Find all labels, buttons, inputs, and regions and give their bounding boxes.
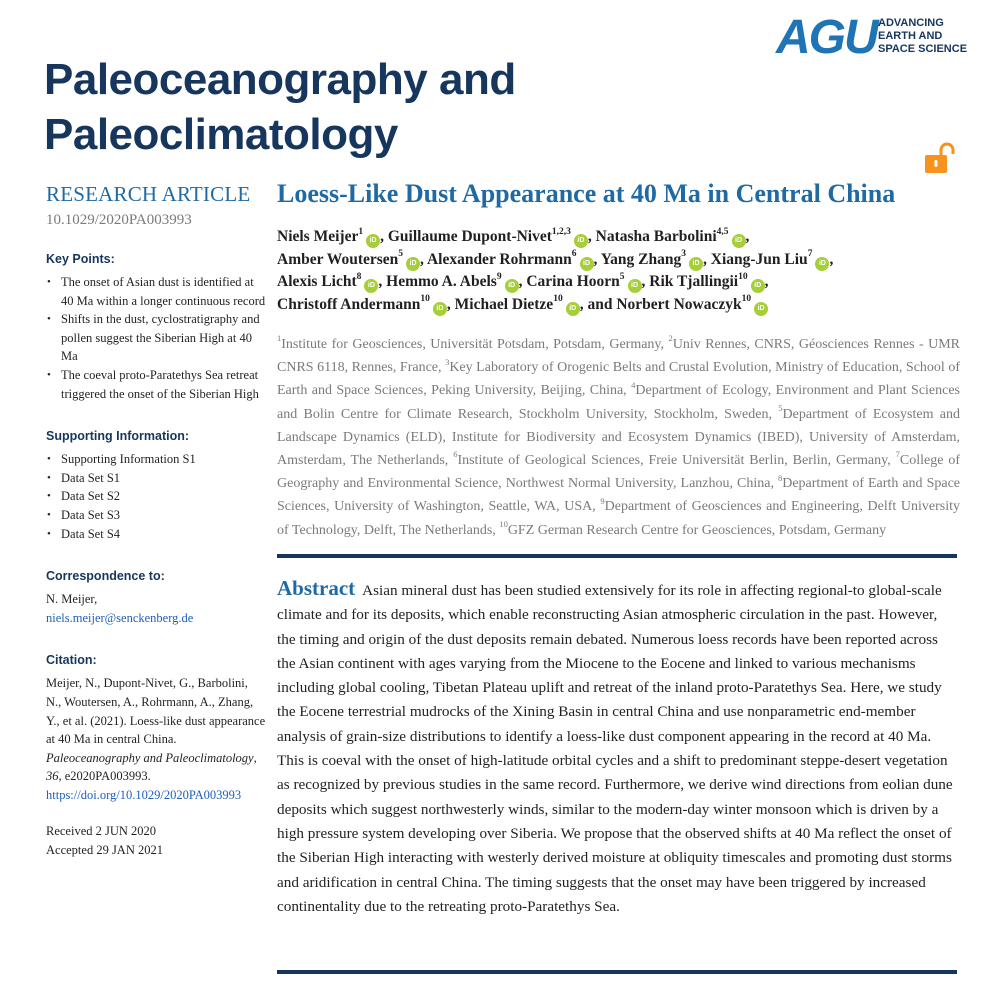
affiliation-text: Department of Geosciences and Engineering, Delft University of Technology, Delft, The Netherlands, [277,499,960,538]
orcid-icon[interactable]: iD [689,257,703,271]
orcid-icon[interactable]: iD [574,234,588,248]
author-affiliation-number: 8 [356,271,362,282]
author-affiliation-number: 3 [681,249,687,260]
correspondence-name: N. Meijer, [46,592,98,607]
supporting-info-heading: Supporting Information: [46,429,190,444]
affiliation-number: 5 [778,402,783,413]
author-name[interactable]: Michael Dietze [454,295,554,313]
author-separator: , [703,250,711,268]
abstract-text: Asian mineral dust has been studied extensively for its role in affecting regional-to global-scale climate and for its deposits, which enable reconstructing Asian atmospheric circulation in the past. However, the timing and origin of the dust deposits remain debated. Numerous loess records have been reported across the Asian continent with ages varying from the Miocene to the Eocene and linked to various mechanisms including global cooling, Tibetan Plateau uplift and retreat of the inland proto-Paratethys Sea. Here, we study the Eocene terrestrial mudrocks of the Xining Basin in central China and use nonparametric end-member analysis of grain-size distributions to identify a loess-like dust component appearing in the record at 40 Ma. This is coeval with the onset of high-latitude orbital cycles and a shift to predominant steppe-desert vegetation as recognized by previous studies in the same record. Furthermore, we derive wind directions from eolian dune deposits which suggest northwesterly winds, similar to the modern-day winter monsoon which is driven by a high pressure system developing over Siberia. We propose that the observed shifts at 40 Ma reflect the onset of the Siberian High interacting with westerly derived moisture at obliquity timescales and promoting dust storms and aridification in central China. The timing suggests that the onset may have been triggered by increased continentality due to the retreating proto-Paratethys Sea. [277,582,953,915]
author-separator: , [380,228,388,245]
citation-heading: Citation: [46,653,97,668]
orcid-icon[interactable]: iD [732,234,746,248]
agu-tagline-line: ADVANCING [878,17,944,29]
citation-text: Meijer, N., Dupont-Nivet, G., Barbolini, N., Woutersen, A., Rohrmann, A., Zhang, Y., et al. (2021). Loess-like dust appearance at 40 Ma in central China. Paleoceanography and Paleoclimatology, 36, e2020PA003993. https://doi.org/10.1029/2020PA003993 [46,676,266,802]
received-date: Received 2 JUN 2020 [46,824,157,839]
correspondence-email-link[interactable]: niels.meijer@senckenberg.de [46,610,194,625]
supporting-item[interactable]: • Data Set S1 [46,469,266,488]
author-affiliation-number: 4,5 [716,226,729,237]
author-separator: , [593,250,601,268]
author-separator: , [446,295,455,313]
affiliation-number: 8 [777,472,783,483]
affiliation-number: 10 [499,518,508,529]
author-affiliation-number: 9 [496,271,502,282]
author-affiliation-number: 1,2,3 [551,226,571,237]
citation-doi-link[interactable]: https://doi.org/10.1029/2020PA003993 [46,787,242,802]
orcid-icon[interactable]: iD [505,279,519,293]
affiliation-text: College of Geography and Environmental Science, Northwest Normal University, Lanzhou, China, [277,453,960,492]
affiliation-number: 6 [453,449,458,460]
orcid-icon[interactable]: iD [566,302,580,316]
author-name[interactable]: Amber Woutersen [277,250,399,268]
divider [277,554,957,558]
author-name[interactable]: Christoff Andermann [277,295,421,313]
author-affiliation-number: 10 [420,294,430,305]
orcid-icon[interactable]: iD [815,257,829,271]
journal-title-line: Paleoceanography and [44,55,516,104]
author-name[interactable]: Carina Hoorn [526,273,620,290]
author-name[interactable]: Xiang-Jun Liu [710,250,808,268]
open-lock-icon [922,140,958,176]
correspondence-heading: Correspondence to: [46,569,165,584]
author-affiliation-number: 5 [619,271,625,282]
agu-tagline [878,17,968,56]
author-name[interactable]: Yang Zhang [600,250,682,268]
sidebar [46,180,266,860]
divider [277,970,957,974]
supporting-info-list [46,450,266,543]
author-affiliation-number: 1 [358,226,364,237]
orcid-icon[interactable]: iD [433,302,447,316]
orcid-icon[interactable]: iD [366,234,380,248]
journal-title-line: Paleoclimatology [44,110,398,159]
accepted-date: Accepted 29 JAN 2021 [46,843,163,858]
author-name[interactable]: Alexis Licht [277,273,357,290]
orcid-icon[interactable]: iD [406,257,420,271]
orcid-icon[interactable]: iD [580,257,594,271]
citation-journal: Paleoceanography and Paleoclimatology [46,750,254,765]
author-separator: , [641,273,650,290]
affiliation-number: 3 [445,356,450,367]
author-affiliation-number: 6 [571,249,577,260]
author-affiliation-number: 10 [553,294,563,305]
supporting-item[interactable]: • Data Set S3 [46,506,266,525]
affiliation-number: 2 [668,333,673,344]
citation-tail: , e2020PA003993. [58,769,151,784]
author-name[interactable]: Niels Meijer [277,228,359,245]
author-affiliation-number: 5 [398,249,404,260]
author-separator: , [420,250,427,268]
affiliation-number: 4 [631,379,636,390]
affiliations [277,333,960,542]
doi[interactable]: 10.1029/2020PA003993 [46,212,192,228]
author-separator: , [764,273,769,290]
key-point: • The onset of Asian dust is identified at 40 Ma within a longer continuous record [46,273,266,310]
author-affiliation-number: 7 [807,249,813,260]
article-type: RESEARCH ARTICLE [46,182,251,206]
agu-logo-mark: AGU [776,11,877,64]
affiliation-text: Univ Rennes, CNRS, Géosciences Rennes - UMR CNRS 6118, Rennes, France, [277,337,961,376]
orcid-icon[interactable]: iD [751,279,765,293]
supporting-item[interactable]: • Data Set S4 [46,525,266,544]
key-points-list [46,273,266,403]
abstract [277,576,959,919]
author-name[interactable]: Hemmo A. Abels [386,273,497,290]
affiliation-text: Key Laboratory of Orogenic Belts and Crustal Evolution, Ministry of Education, School of Earth and Space Sciences, Peking University, Beijing, China, [277,360,961,399]
affiliation-text: Department of Ecology, Environment and Plant Sciences and Bolin Centre for Climate Research, Stockholm University, Stockholm, Sweden, [277,383,961,422]
affiliation-text: Institute for Geosciences, Universität Potsdam, Potsdam, Germany, [281,337,669,352]
author-name[interactable]: Norbert Nowaczyk [616,295,742,313]
affiliation-text: Institute of Geological Sciences, Freie Universität Berlin, Berlin, Germany, [457,453,896,469]
author-separator: , [579,295,588,313]
author-separator: , [378,273,387,290]
author-name[interactable]: Natasha Barbolini [595,228,717,245]
abstract-heading: Abstract [277,576,356,600]
author-and: and [587,295,617,313]
agu-tagline-line: EARTH AND [878,30,943,42]
orcid-icon[interactable]: iD [364,279,378,293]
author-separator: , [587,228,596,245]
affiliation-number: 9 [600,495,605,506]
affiliation-text: Department of Ecosystem and Landscape Dynamics (ELD), Institute for Biodiversity and Ecosystem Dynamics (IBED), University of Amsterdam, Amsterdam, The Netherlands, [277,406,960,469]
agu-logo[interactable] [776,12,966,68]
journal-title [44,52,604,162]
citation-volume: 36 [46,769,59,784]
supporting-item[interactable]: • Data Set S2 [46,487,266,506]
affiliation-number: 1 [277,333,282,344]
key-point: • Shifts in the dust, cyclostratigraphy and pollen suggest the Siberian High at 40 Ma [46,310,266,366]
author-name[interactable]: Rik Tjallingii [649,273,739,290]
article-title: Loess-Like Dust Appearance at 40 Ma in Central China [277,179,896,208]
citation-body: Meijer, N., Dupont-Nivet, G., Barbolini, N., Woutersen, A., Rohrmann, A., Zhang, Y., et al. (2021). Loess-like dust appearance at 40 Ma in central China. [46,676,266,747]
author-separator: , [829,250,834,268]
author-affiliation-number: 10 [738,271,748,282]
supporting-item[interactable]: • Supporting Information S1 [46,450,266,469]
author-affiliation-number: 10 [741,294,752,305]
author-separator: , [518,273,527,290]
key-points-heading: Key Points: [46,252,115,266]
orcid-icon[interactable]: iD [628,279,642,293]
orcid-icon[interactable]: iD [754,302,768,316]
author-name[interactable]: Alexander Rohrmann [426,250,572,268]
key-point: • The coeval proto-Paratethys Sea retreat triggered the onset of the Siberian High [46,366,266,403]
affiliation-text: Department of Earth and Space Sciences, University of Washington, Seattle, WA, USA, [277,476,960,515]
agu-tagline-line: SPACE SCIENCE [878,43,968,55]
author-list [277,226,957,316]
author-separator: , [745,228,750,245]
affiliation-text: GFZ German Research Centre for Geosciences, Potsdam, Germany [507,522,887,538]
affiliation-number: 7 [895,449,900,460]
author-name[interactable]: Guillaume Dupont-Nivet [387,228,552,245]
